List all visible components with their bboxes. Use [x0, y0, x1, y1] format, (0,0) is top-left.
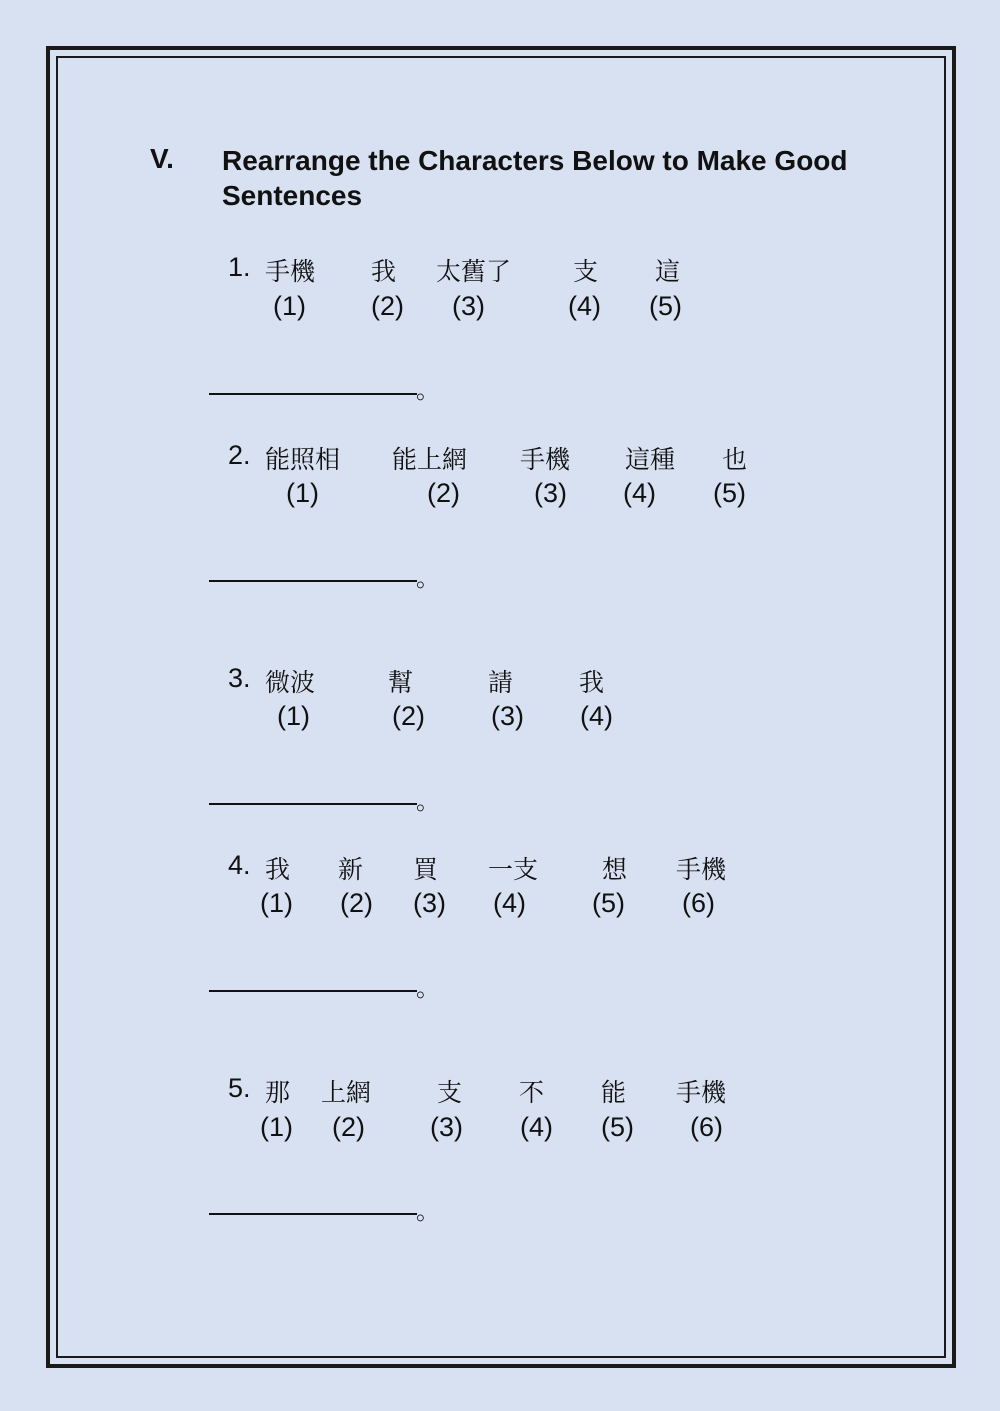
word-index: (1): [286, 478, 319, 508]
word-index: (1): [277, 701, 310, 731]
word-index: (3): [491, 701, 524, 731]
word-index: (5): [713, 478, 746, 508]
word-index: (6): [682, 888, 715, 918]
answer-period: 。: [416, 788, 440, 815]
word-index: (1): [260, 888, 293, 918]
word-index: (2): [332, 1112, 365, 1142]
word-card: 支: [573, 257, 599, 286]
word-card: 這種: [625, 445, 676, 474]
word-card: 手機: [676, 855, 727, 884]
word-card: 新: [338, 855, 364, 884]
word-card: 手機: [520, 445, 571, 474]
answer-period: 。: [416, 975, 440, 1002]
answer-blank[interactable]: [209, 580, 417, 582]
answer-period: 。: [416, 1198, 440, 1225]
word-card: 幫: [388, 668, 414, 697]
section-number: V.: [150, 143, 174, 174]
word-card: 上網: [321, 1078, 372, 1107]
answer-blank[interactable]: [209, 990, 417, 992]
word-card: 手機: [676, 1078, 727, 1107]
word-card: 太舊了: [436, 257, 512, 286]
word-card: 微波: [265, 668, 316, 697]
word-index: (1): [273, 291, 306, 321]
word-index: (3): [430, 1112, 463, 1142]
question-number: 5.: [228, 1073, 251, 1103]
question-number: 2.: [228, 440, 251, 470]
word-index: (2): [371, 291, 404, 321]
question-number: 3.: [228, 663, 251, 693]
word-card: 能上網: [392, 445, 468, 474]
word-card: 請: [488, 668, 514, 697]
word-card: 買: [413, 855, 439, 884]
word-index: (4): [623, 478, 656, 508]
word-index: (3): [534, 478, 567, 508]
answer-blank[interactable]: [209, 393, 417, 395]
word-index: (1): [260, 1112, 293, 1142]
word-card: 我: [371, 257, 397, 286]
word-index: (4): [493, 888, 526, 918]
word-card: 想: [602, 855, 628, 884]
word-card: 支: [437, 1078, 463, 1107]
word-index: (2): [427, 478, 460, 508]
word-index: (3): [413, 888, 446, 918]
answer-period: 。: [416, 565, 440, 592]
question-number: 4.: [228, 850, 251, 880]
question-number: 1.: [228, 252, 251, 282]
section-title: Rearrange the Characters Below to Make Good Sentences: [222, 145, 848, 211]
word-card: 能照相: [265, 445, 341, 474]
word-index: (4): [580, 701, 613, 731]
word-card: 這: [655, 257, 681, 286]
word-card: 不: [519, 1078, 545, 1107]
word-card: 我: [265, 855, 291, 884]
word-index: (5): [601, 1112, 634, 1142]
answer-blank[interactable]: [209, 803, 417, 805]
word-card: 一支: [488, 855, 539, 884]
word-index: (5): [592, 888, 625, 918]
word-card: 那: [265, 1078, 291, 1107]
word-index: (2): [392, 701, 425, 731]
answer-period: 。: [416, 377, 440, 404]
word-index: (6): [690, 1112, 723, 1142]
word-index: (3): [452, 291, 485, 321]
word-index: (2): [340, 888, 373, 918]
word-index: (5): [649, 291, 682, 321]
word-card: 能: [601, 1078, 627, 1107]
word-card: 我: [579, 668, 605, 697]
word-index: (4): [520, 1112, 553, 1142]
word-index: (4): [568, 291, 601, 321]
word-card: 手機: [265, 257, 316, 286]
word-card: 也: [722, 445, 748, 474]
answer-blank[interactable]: [209, 1213, 417, 1215]
